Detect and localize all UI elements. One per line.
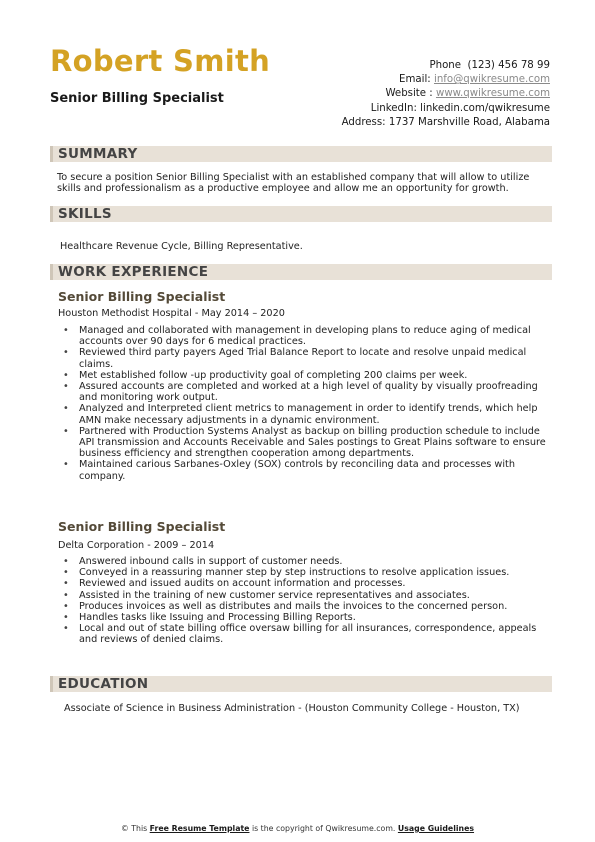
phone-label: Phone [429,60,462,71]
list-item: • Analyzed and Interpreted client metrics to management in order to identify trends, which help AMN make necessary adjustments in a dynamic environment. [58,403,552,425]
job-company: Delta Corporation - 2009 – 2014 [58,540,215,551]
job-company: Houston Methodist Hospital - May 2014 – 2020 [58,308,285,319]
list-item: • Produces invoices as well as distributes and mails the invoices to the concerned person. [58,601,552,612]
summary-header [50,146,552,162]
job-title: Senior Billing Specialist [58,519,226,534]
address-value: 1737 Marshville Road, Alabama [388,116,550,128]
contact-email [342,73,550,87]
phone-value: (123) 456 78 99 [467,60,550,71]
linkedin-value: linkedin.com/qwikresume [420,102,550,114]
education-text: Associate of Science in Business Administration - (Houston Community College - Houston, TX) [64,703,520,714]
website-label: Website : [385,88,433,100]
education-header [50,676,552,692]
skills-header [50,206,552,222]
list-item: • Local and out of state billing office oversaw billing for all insurances, correspondence, appeals and reviews of denied claims. [58,623,552,645]
linkedin-label: LinkedIn: [370,102,417,114]
job-bullets [58,556,552,646]
contact-phone [342,59,550,73]
address-label: Address: [341,116,386,128]
summary-title: SUMMARY [58,146,138,162]
skills-title: SKILLS [58,206,112,222]
list-item: • Assured accounts are completed and worked at a high level of quality by visually proofreading and monitoring work output. [58,381,552,403]
list-item: • Reviewed and issued audits on account information and processes. [58,578,552,589]
job-bullets [58,325,552,482]
footer [0,824,595,833]
list-item: • Answered inbound calls in support of customer needs. [58,556,552,567]
skills-text: Healthcare Revenue Cycle, Billing Representative. [60,241,303,252]
website-link[interactable]: www.qwikresume.com [435,88,550,100]
list-item: • Conveyed in a reassuring manner step by step instructions to resolve application issues. [58,567,552,578]
list-item: • Managed and collaborated with management in developing plans to reduce aging of medical accounts over 90 days for 6 medical practices. [58,325,552,347]
education-title: EDUCATION [58,676,149,692]
contact-block [342,59,550,130]
usage-guidelines-link[interactable]: Usage Guidelines [397,824,475,833]
candidate-name: Robert Smith [50,44,271,78]
email-label: Email: [399,74,431,86]
footer-prefix: © This [120,824,148,833]
footer-copyright: is the copyright of Qwikresume.com. [251,824,396,833]
contact-website [342,87,550,101]
list-item: • Maintained carious Sarbanes-Oxley (SOX) controls by reconciling data and processes with company. [58,459,552,481]
list-item: • Met established follow -up productivity goal of completing 200 claims per week. [58,370,552,381]
job-title: Senior Billing Specialist [58,289,226,304]
list-item: • Partnered with Production Systems Analyst as backup on billing production schedule to include API transmission and Accounts Receivable and Sales postings to Great Plains software to ensure business efficiency and strengthen cooperation among departments. [58,426,552,460]
experience-header [50,264,552,280]
list-item: • Reviewed third party payers Aged Trial Balance Report to locate and resolve unpaid medical claims. [58,347,552,369]
email-link[interactable]: info@qwikresume.com [433,74,550,86]
summary-text: To secure a position Senior Billing Specialist with an established company that will allow to utilize skills and professionalism as a productive employee and allow me an opportunity for growth. [57,172,530,195]
candidate-role: Senior Billing Specialist [50,91,224,106]
contact-address [342,116,550,130]
free-resume-template-link[interactable]: Free Resume Template [149,824,250,833]
contact-linkedin [342,102,550,116]
list-item: • Assisted in the training of new customer service representatives and associates. [58,590,552,601]
experience-title: WORK EXPERIENCE [58,264,209,280]
list-item: • Handles tasks like Issuing and Processing Billing Reports. [58,612,552,623]
